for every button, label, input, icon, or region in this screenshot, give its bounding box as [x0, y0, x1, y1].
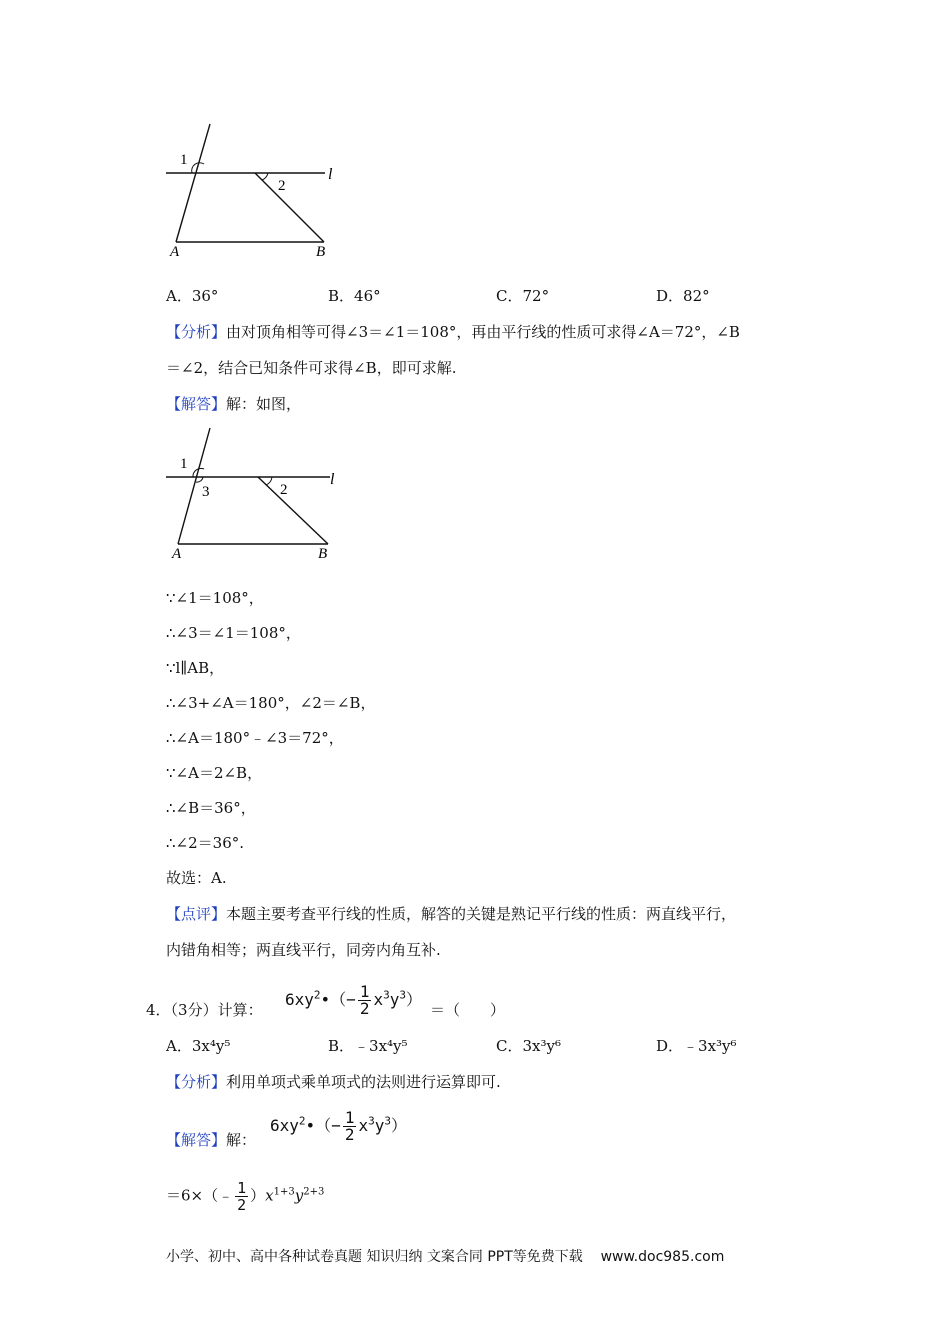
- q3-step-5: ∴∠A＝180°﹣∠3＝72°，: [166, 729, 344, 747]
- figure-parallel-lines-2: [160, 422, 350, 564]
- answer-tag: 【解答】: [166, 395, 227, 413]
- fig2-label-1: 1: [180, 456, 188, 472]
- q3-option-a: A．36°: [166, 287, 219, 305]
- q4-expression: $6xy^2•(-$ $\frac{1}{2}$ $x^3y^3$）: [285, 982, 422, 1018]
- q3-step-3: ∵l∥AB，: [166, 659, 225, 677]
- analysis-tag: 【分析】: [166, 1073, 227, 1091]
- fig1-label-a: A: [170, 244, 180, 260]
- q4-fraction: $\frac{1}{2}$: [359, 982, 370, 1018]
- q4-option-d: D．﹣3x³y⁶: [656, 1037, 737, 1055]
- figure-parallel-lines-1: [160, 118, 350, 260]
- footer-text: 小学、初中、高中各种试卷真题 知识归纳 文案合同 PPT等免费下载: [166, 1249, 583, 1265]
- page-footer: [166, 1246, 724, 1266]
- q3-step-4: ∴∠3+∠A＝180°，∠2＝∠B，: [166, 694, 376, 712]
- fig1-label-1: 1: [180, 152, 188, 168]
- footer-url[interactable]: www.doc985.com: [600, 1249, 725, 1265]
- q3-step-6: ∵∠A＝2∠B，: [166, 764, 263, 782]
- q3-step-7: ∴∠B＝36°，: [166, 799, 256, 817]
- q3-analysis-line2: ＝∠2，结合已知条件可求得∠B，即可求解.: [166, 359, 457, 377]
- q4-stem-prefix: 4．（3分）计算：: [146, 1001, 263, 1019]
- fig2-label-b: B: [318, 546, 328, 562]
- q3-answer-intro: 【解答】解：如图，: [166, 395, 302, 413]
- q4-option-b: B．﹣3x⁴y⁵: [328, 1037, 408, 1055]
- q4-option-a: A．3x⁴y⁵: [166, 1037, 231, 1055]
- q4-option-c: C．3x³y⁶: [496, 1037, 561, 1055]
- fig1-label-2: 2: [278, 178, 286, 194]
- q4-analysis: 【分析】利用单项式乘单项式的法则进行运算即可.: [166, 1073, 501, 1091]
- q3-step-1: ∵∠1＝108°，: [166, 589, 264, 607]
- q4-stem-suffix: ＝（ ）: [430, 1001, 506, 1019]
- q4-answer-intro: 【解答】解：: [166, 1131, 257, 1149]
- q4-step1-fraction: $\frac{1}{2}$: [237, 1179, 247, 1214]
- q3-comment-line1: 【点评】本题主要考查平行线的性质，解答的关键是熟记平行线的性质：两直线平行，: [166, 905, 737, 923]
- fig2-label-2: 2: [280, 482, 288, 498]
- q3-step-9: 故选：A.: [166, 869, 227, 887]
- analysis-tag: 【分析】: [166, 323, 227, 341]
- q3-option-b: B．46°: [328, 287, 381, 305]
- fig2-label-3: 3: [202, 484, 210, 500]
- answer-tag: 【解答】: [166, 1131, 227, 1149]
- q3-option-d: D．82°: [656, 287, 710, 305]
- fig2-label-l: l: [330, 471, 335, 488]
- q3-option-c: C．72°: [496, 287, 550, 305]
- fig1-label-b: B: [316, 244, 326, 260]
- q4-answer-step1: ＝6×（﹣ $\frac{1}{2}$ ）$x^{1+3}y^{2+3}$: [166, 1179, 325, 1214]
- fig1-label-l: l: [328, 166, 333, 183]
- q3-step-8: ∴∠2＝36°.: [166, 834, 245, 852]
- q3-analysis-line1: 【分析】由对顶角相等可得∠3＝∠1＝108°，再由平行线的性质可求得∠A＝72°，∠B: [166, 323, 740, 341]
- q4-answer-expression: $6xy^2•(-$ $\frac{1}{2}$ $x^3y^3$）: [270, 1108, 407, 1144]
- fig2-label-a: A: [172, 546, 182, 562]
- q3-step-2: ∴∠3＝∠1＝108°，: [166, 624, 301, 642]
- q3-comment-line2: 内错角相等；两直线平行，同旁内角互补.: [166, 941, 441, 959]
- comment-tag: 【点评】: [166, 905, 227, 923]
